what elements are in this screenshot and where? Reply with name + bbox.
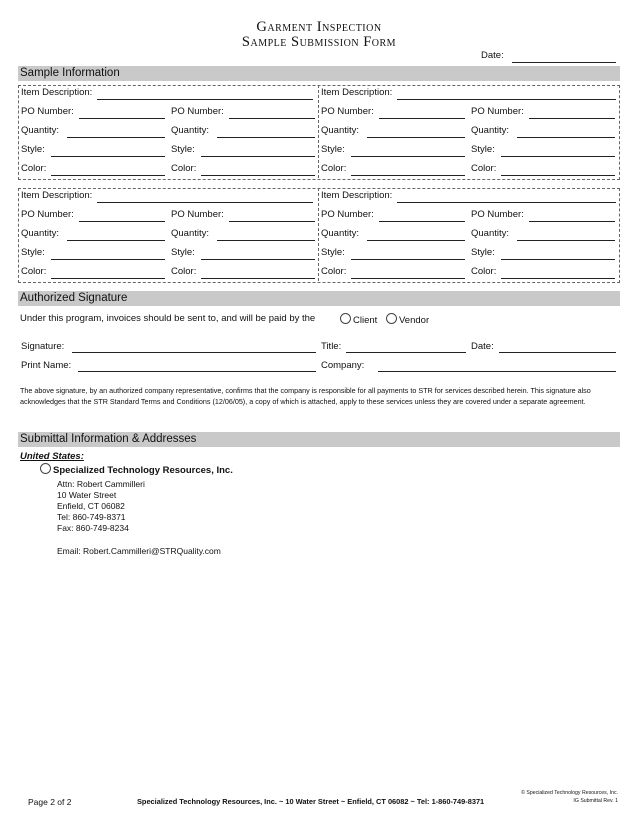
style-label-2: Style: bbox=[321, 144, 345, 155]
quantity-label-2: Quantity: bbox=[471, 125, 510, 136]
radio-circle-icon bbox=[340, 313, 351, 324]
quantity-label-4: Quantity: bbox=[321, 228, 360, 239]
company-label: Company: bbox=[321, 360, 365, 371]
po-number-field-2[interactable] bbox=[379, 118, 465, 119]
color-field-1[interactable] bbox=[201, 175, 315, 176]
footer-address: Specialized Technology Resources, Inc. ~ 10 Water Street ~ Enfield, CT 06082 ~ Tel: 1-860-749-8371 bbox=[137, 797, 485, 806]
footer-page-number: Page 2 of 2 bbox=[28, 797, 72, 807]
po-number-field-2[interactable] bbox=[529, 118, 615, 119]
footer-revision: IG Submittal Rev. 1 bbox=[573, 798, 618, 804]
po-number-field-1[interactable] bbox=[229, 118, 315, 119]
color-label-2: Color: bbox=[321, 163, 347, 174]
radio-circle-icon bbox=[386, 313, 397, 324]
title-label: Title: bbox=[321, 341, 342, 352]
address-email: Email: Robert.Cammilleri@STRQuality.com bbox=[57, 546, 221, 556]
color-field-1[interactable] bbox=[51, 175, 165, 176]
color-label-1: Color: bbox=[171, 163, 197, 174]
po-number-field-4[interactable] bbox=[379, 221, 465, 222]
style-field-2[interactable] bbox=[351, 156, 465, 157]
style-label-4: Style: bbox=[321, 247, 345, 258]
item-description-label-1: Item Description: bbox=[21, 87, 93, 98]
item-description-field-3[interactable] bbox=[97, 202, 313, 203]
quantity-label-4: Quantity: bbox=[471, 228, 510, 239]
quantity-label-3: Quantity: bbox=[21, 228, 60, 239]
po-number-field-3[interactable] bbox=[229, 221, 315, 222]
style-label-1: Style: bbox=[171, 144, 195, 155]
style-field-4[interactable] bbox=[501, 259, 615, 260]
color-field-4[interactable] bbox=[351, 278, 465, 279]
po-number-field-3[interactable] bbox=[79, 221, 165, 222]
color-field-3[interactable] bbox=[201, 278, 315, 279]
billing-instruction: Under this program, invoices should be sent to, and will be paid by the bbox=[20, 313, 316, 324]
po-number-field-1[interactable] bbox=[79, 118, 165, 119]
style-field-4[interactable] bbox=[351, 259, 465, 260]
style-label-3: Style: bbox=[171, 247, 195, 258]
address-tel: Tel: 860-749-8371 bbox=[57, 512, 126, 522]
po-number-label-1: PO Number: bbox=[171, 106, 224, 117]
quantity-field-4[interactable] bbox=[367, 240, 465, 241]
footer-copyright: © Specialized Technology Resources, Inc. bbox=[521, 790, 618, 796]
po-number-label-4: PO Number: bbox=[471, 209, 524, 220]
style-label-2: Style: bbox=[471, 144, 495, 155]
header-date-field[interactable] bbox=[512, 62, 616, 63]
section-header-authorized-signature: Authorized Signature bbox=[18, 291, 620, 306]
signature-date-label: Date: bbox=[471, 341, 494, 352]
radio-client[interactable]: Client bbox=[340, 313, 377, 326]
po-number-label-4: PO Number: bbox=[321, 209, 374, 220]
quantity-field-1[interactable] bbox=[217, 137, 315, 138]
color-label-4: Color: bbox=[321, 266, 347, 277]
quantity-field-2[interactable] bbox=[367, 137, 465, 138]
address-attn: Attn: Robert Cammilleri bbox=[57, 479, 145, 489]
radio-circle-icon bbox=[40, 463, 51, 474]
sample-block-divider bbox=[318, 188, 319, 281]
item-description-label-2: Item Description: bbox=[321, 87, 393, 98]
sample-block-divider bbox=[318, 85, 319, 178]
region-heading: United States: bbox=[20, 451, 84, 462]
style-field-1[interactable] bbox=[51, 156, 165, 157]
color-label-2: Color: bbox=[471, 163, 497, 174]
item-description-field-4[interactable] bbox=[397, 202, 616, 203]
style-field-3[interactable] bbox=[51, 259, 165, 260]
color-label-3: Color: bbox=[171, 266, 197, 277]
radio-specialized-technology[interactable]: Specialized Technology Resources, Inc. bbox=[40, 463, 233, 476]
po-number-label-3: PO Number: bbox=[171, 209, 224, 220]
quantity-field-3[interactable] bbox=[217, 240, 315, 241]
item-description-field-1[interactable] bbox=[97, 99, 313, 100]
style-label-4: Style: bbox=[471, 247, 495, 258]
po-number-label-2: PO Number: bbox=[471, 106, 524, 117]
po-number-label-3: PO Number: bbox=[21, 209, 74, 220]
signature-label: Signature: bbox=[21, 341, 65, 352]
address-city: Enfield, CT 06082 bbox=[57, 501, 125, 511]
item-description-label-3: Item Description: bbox=[21, 190, 93, 201]
style-label-1: Style: bbox=[21, 144, 45, 155]
color-label-4: Color: bbox=[471, 266, 497, 277]
section-header-sample-information: Sample Information bbox=[18, 66, 620, 81]
form-title-line1: Garment Inspection bbox=[256, 19, 382, 35]
quantity-field-1[interactable] bbox=[67, 137, 165, 138]
item-description-field-2[interactable] bbox=[397, 99, 616, 100]
header-date-label: Date: bbox=[481, 50, 504, 61]
print-name-label: Print Name: bbox=[21, 360, 72, 371]
po-number-label-1: PO Number: bbox=[21, 106, 74, 117]
color-field-2[interactable] bbox=[501, 175, 615, 176]
radio-vendor[interactable]: Vendor bbox=[386, 313, 429, 326]
title-field[interactable] bbox=[346, 352, 466, 353]
quantity-label-3: Quantity: bbox=[171, 228, 210, 239]
company-field[interactable] bbox=[378, 371, 616, 372]
color-label-3: Color: bbox=[21, 266, 47, 277]
style-label-3: Style: bbox=[21, 247, 45, 258]
color-field-4[interactable] bbox=[501, 278, 615, 279]
color-field-3[interactable] bbox=[51, 278, 165, 279]
quantity-field-3[interactable] bbox=[67, 240, 165, 241]
signature-field[interactable] bbox=[72, 352, 316, 353]
address-fax: Fax: 860-749-8234 bbox=[57, 523, 129, 533]
quantity-label-1: Quantity: bbox=[21, 125, 60, 136]
form-title-line2: Sample Submission Form bbox=[241, 34, 397, 50]
address-street: 10 Water Street bbox=[57, 490, 117, 500]
color-field-2[interactable] bbox=[351, 175, 465, 176]
quantity-field-4[interactable] bbox=[517, 240, 615, 241]
signature-date-field[interactable] bbox=[499, 352, 616, 353]
color-label-1: Color: bbox=[21, 163, 47, 174]
item-description-label-4: Item Description: bbox=[321, 190, 393, 201]
signature-disclaimer: The above signature, by an authorized company representative, confirms that the company is responsible for all payments to STR for services described herein. This signature also acknowledges that the STR Standard Terms and Conditions (12/06/05), a copy of which is attached, apply to these services unless they are covered under a separate agreement. bbox=[20, 386, 591, 406]
section-header-submittal: Submittal Information & Addresses bbox=[18, 432, 620, 447]
style-field-3[interactable] bbox=[201, 259, 315, 260]
quantity-label-2: Quantity: bbox=[321, 125, 360, 136]
quantity-field-2[interactable] bbox=[517, 137, 615, 138]
po-number-label-2: PO Number: bbox=[321, 106, 374, 117]
po-number-field-4[interactable] bbox=[529, 221, 615, 222]
style-field-1[interactable] bbox=[201, 156, 315, 157]
quantity-label-1: Quantity: bbox=[171, 125, 210, 136]
print-name-field[interactable] bbox=[78, 371, 316, 372]
style-field-2[interactable] bbox=[501, 156, 615, 157]
